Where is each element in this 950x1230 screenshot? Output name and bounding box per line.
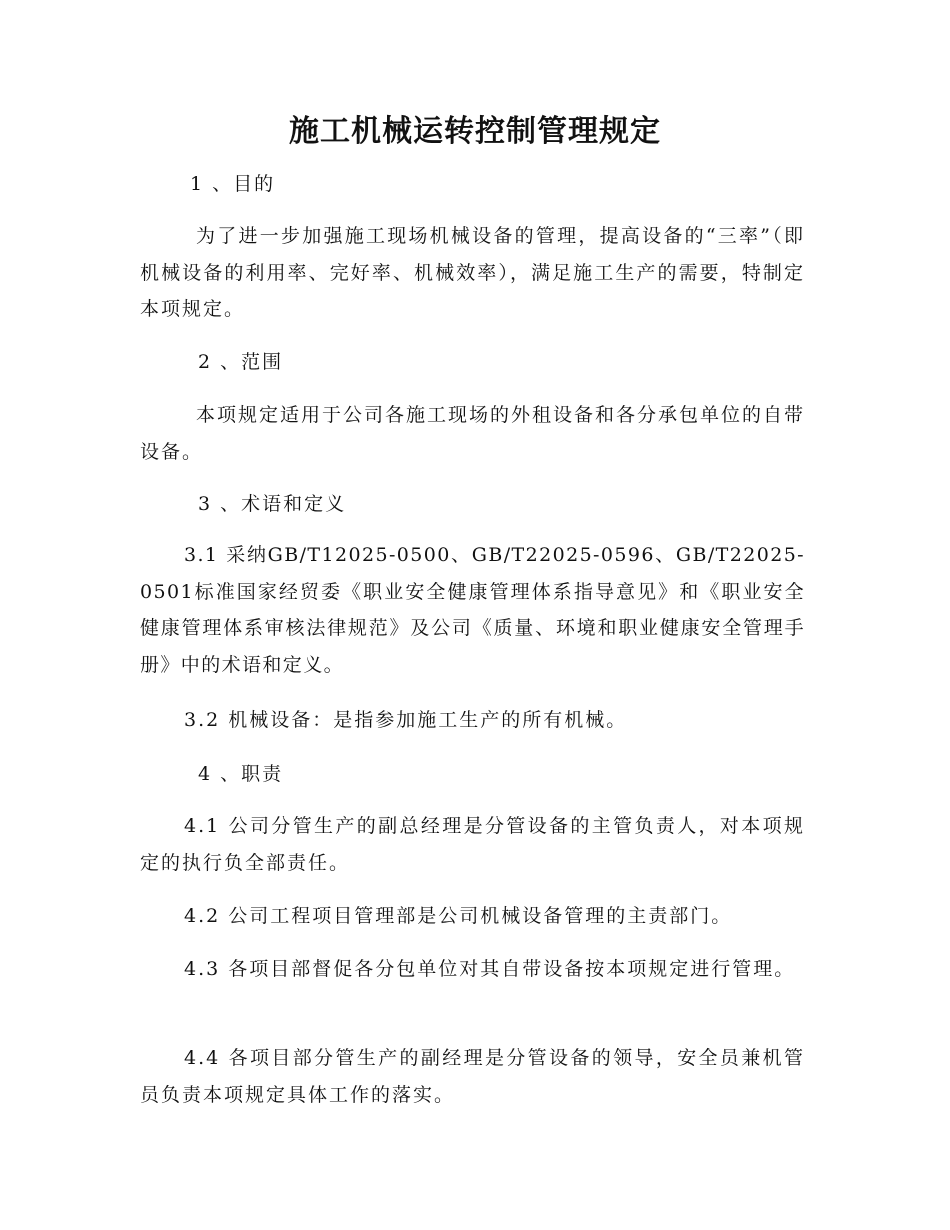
paragraph-duties-4-2: 4.2 公司工程项目管理部是公司机械设备管理的主责部门。: [184, 905, 733, 927]
paragraph-purpose: 为了进一步加强施工现场机械设备的管理，提高设备的“三率”（即机械设备的利用率、完好率、机械效率），满足施工生产的需要，特制定本项规定。: [140, 225, 805, 320]
document-title: 施工机械运转控制管理规定: [289, 114, 661, 149]
paragraph-duties-4-4: 4.4 各项目部分管生产的副经理是分管设备的领导，安全员兼机管员负责本项规定具体工作的落实。: [140, 1047, 805, 1106]
paragraph-terms-3-2: 3.2 机械设备：是指参加施工生产的所有机械。: [184, 709, 628, 731]
section-heading-scope: 2 、范围: [198, 351, 284, 373]
section-heading-duties: 4 、职责: [198, 763, 284, 785]
section-heading-terms: 3 、术语和定义: [198, 493, 347, 515]
paragraph-scope: 本项规定适用于公司各施工现场的外租设备和各分承包单位的自带设备。: [140, 404, 806, 463]
paragraph-duties-4-3: 4.3 各项目部督促各分包单位对其自带设备按本项规定进行管理。: [184, 958, 796, 980]
section-heading-purpose: 1 、目的: [190, 173, 276, 195]
paragraph-terms-3-1: 3.1 采纳GB/T12025-0500、GB/T22025-0596、GB/T22025-0501标准国家经贸委《职业安全健康管理体系指导意见》和《职业安全健康管理体系审核法律规范》及公司《质量、环境和职业健康安全管理手册》中的术语和定义。: [140, 544, 805, 676]
paragraph-duties-4-1: 4.1 公司分管生产的副总经理是分管设备的主管负责人，对本项规定的执行负全部责任。: [140, 815, 805, 874]
